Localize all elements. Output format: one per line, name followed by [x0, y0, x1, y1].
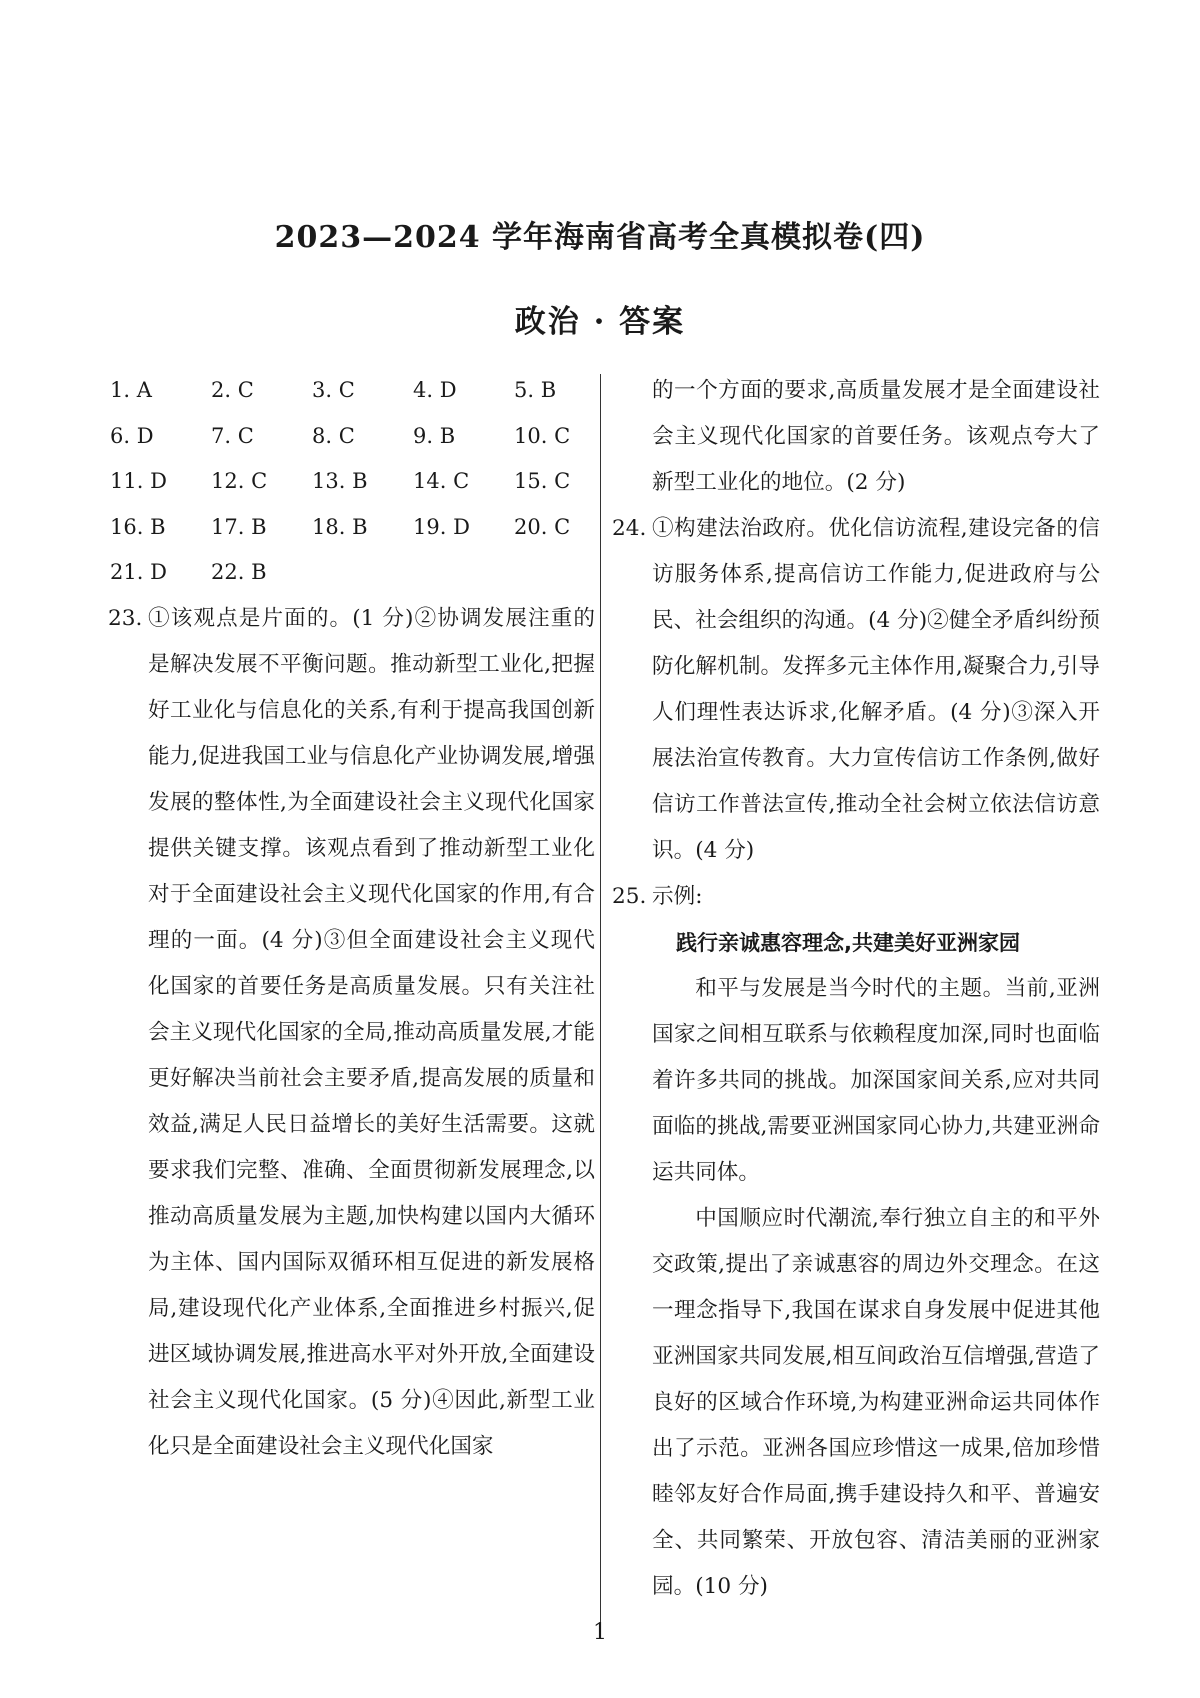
answer-item: 11. D — [110, 469, 167, 493]
answer-lead: 示例: — [652, 884, 703, 909]
answer-item: 9. B — [413, 423, 456, 448]
column-divider — [600, 374, 601, 1629]
answer-item: 13. B — [312, 469, 368, 493]
answer-item: 1. A — [110, 378, 152, 402]
document-subtitle: 政治 · 答案 — [514, 304, 686, 340]
answer-item: 16. B — [110, 514, 166, 539]
answer-item: 17. B — [211, 514, 267, 539]
answer-text: ①构建法治政府。优化信访流程,建设完备的信访服务体系,提高信访工作能力,促进政府与公民、社会组织的沟通。(4 分)②健全矛盾纠纷预防化解机制。发挥多元主体作用,凝聚合力,引导人们理性表达诉求,化解矛盾。(4 分)③深入开展法治宣传教育。大力宣传信访工作条例,做好信访工作普法宣传,推动全社会树立依法信访意识。(4 分) — [652, 516, 1100, 863]
answer-item: 12. C — [211, 469, 268, 493]
question-number: 25. — [612, 884, 647, 909]
essay-paragraph: 中国顺应时代潮流,奉行独立自主的和平外交政策,提出了亲诚惠容的周边外交理念。在这一理念指导下,我国在谋求自身发展中促进其他亚洲国家共同发展,相互间政治互信增强,营造了良好的区域合作环境,为构建亚洲命运共同体作出了示范。亚洲各国应珍惜这一成果,倍加珍惜睦邻友好合作局面,携手建设持久和平、普遍安全、共同繁荣、开放包容、清洁美丽的亚洲家园。(10 分) — [652, 1206, 1100, 1599]
answer-item: 2. C — [211, 378, 254, 402]
answer-item: 19. D — [413, 514, 470, 539]
right-column — [614, 368, 1100, 1610]
answer-item: 10. C — [514, 423, 571, 448]
answer-item: 6. D — [110, 423, 154, 448]
question-23-continued — [614, 368, 1100, 506]
question-23-answer — [110, 596, 595, 1470]
answer-item: 7. C — [211, 423, 254, 448]
answer-item: 3. C — [312, 378, 355, 402]
answer-text: ①该观点是片面的。(1 分)②协调发展注重的是解决发展不平衡问题。推动新型工业化,把握好工业化与信息化的关系,有利于提高我国创新能力,促进我国工业与信息化产业协调发展,增强发展的整体性,为全面建设社会主义现代化国家提供关键支撑。该观点看到了推动新型工业化对于全面建设社会主义现代化国家的作用,有合理的一面。(4 分)③但全面建设社会主义现代化国家的首要任务是高质量发展。只有关注社会主义现代化国家的全局,推动高质量发展,才能更好解决当前社会主要矛盾,提高发展的质量和效益,满足人民日益增长的美好生活需要。这就要求我们完整、准确、全面贯彻新发展理念,以推动高质量发展为主题,加快构建以国内大循环为主体、国内国际双循环相互促进的新发展格局,建设现代化产业体系,全面推进乡村振兴,促进区域协调发展,推进高水平对外开放,全面建设社会主义现代化国家。(5 分)④因此,新型工业化只是全面建设社会主义现代化国家 — [148, 605, 595, 1459]
answer-text: 的一个方面的要求,高质量发展才是全面建设社会主义现代化国家的首要任务。该观点夸大了新型工业化的地位。(2 分) — [652, 378, 1100, 495]
document-title: 2023—2024 学年海南省高考全真模拟卷(四) — [274, 220, 926, 255]
question-number: 24. — [612, 516, 647, 541]
answer-item: 14. C — [413, 469, 470, 493]
page-number: 1 — [593, 1620, 607, 1645]
essay-paragraph: 和平与发展是当今时代的主题。当前,亚洲国家之间相互联系与依赖程度加深,同时也面临着许多共同的挑战。加深国家间关系,应对共同面临的挑战,需要亚洲国家同心协力,共建亚洲命运共同体。 — [652, 976, 1100, 1185]
question-number: 23. — [108, 605, 143, 631]
answer-item: 20. C — [514, 514, 571, 539]
essay-title: 践行亲诚惠容理念,共建美好亚洲家园 — [676, 931, 1020, 955]
answer-item: 8. C — [312, 423, 355, 448]
answer-item: 22. B — [211, 560, 267, 584]
answer-item: 4. D — [413, 378, 457, 402]
answer-item: 21. D — [110, 560, 167, 584]
answer-key-grid — [110, 368, 595, 596]
question-25-answer — [614, 874, 1100, 920]
answer-item: 18. B — [312, 514, 368, 539]
answer-item: 15. C — [514, 469, 571, 493]
answer-item: 5. B — [514, 378, 557, 402]
question-24-answer — [614, 506, 1100, 874]
left-column — [110, 368, 595, 1470]
